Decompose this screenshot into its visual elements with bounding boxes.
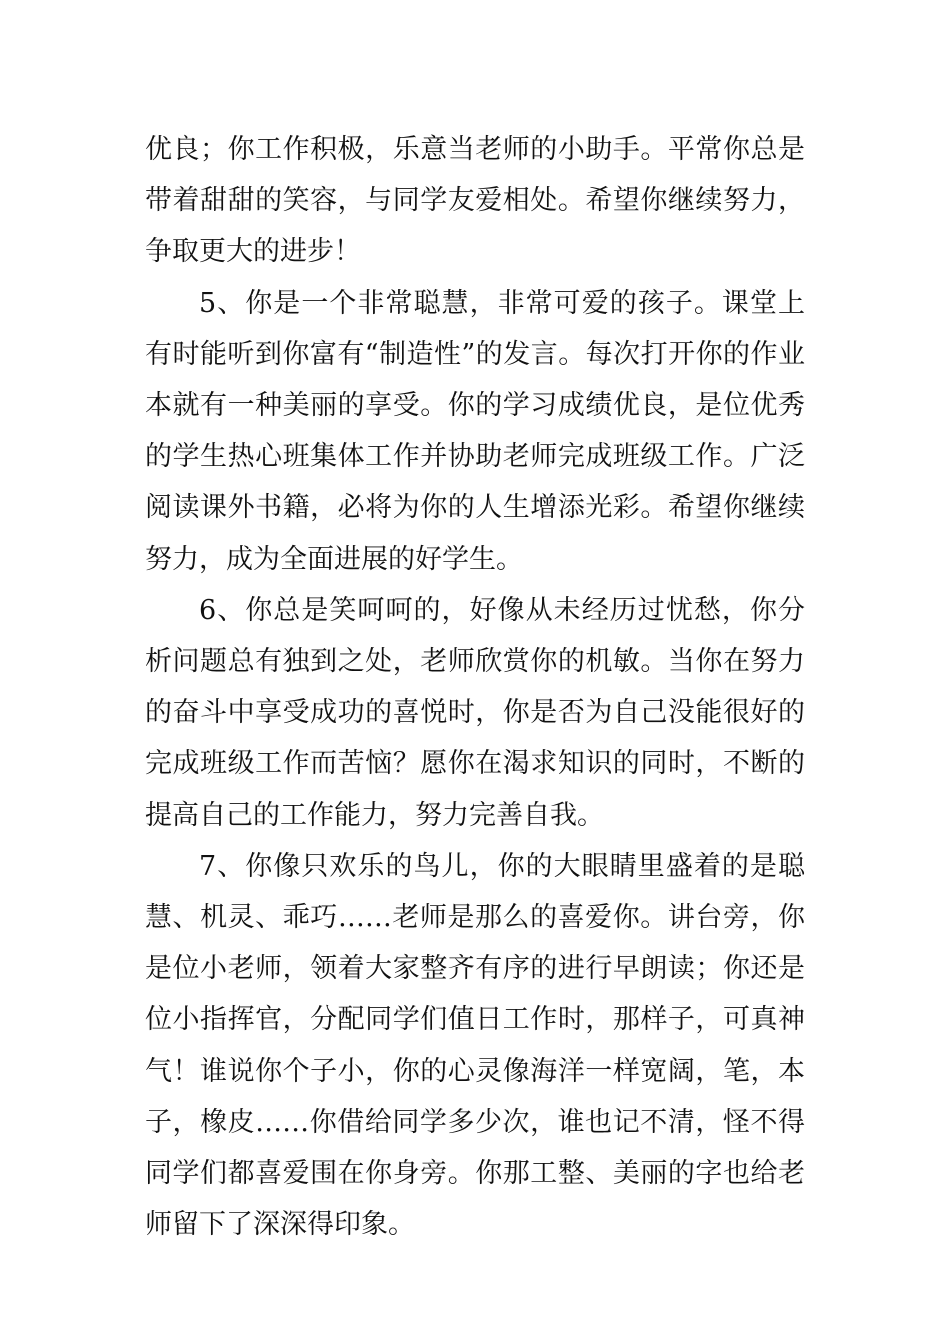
- paragraph-6: 6、你总是笑呵呵的，好像从未经历过忧愁，你分析问题总有独到之处，老师欣赏你的机敏。当你在努力的奋斗中享受成功的喜悦时，你是否为自己没能很好的完成班级工作而苦恼？愿你在渴求知识的同时，不断的提高自己的工作能力，努力完善自我。: [145, 594, 805, 831]
- paragraph-4-continuation: 优良；你工作积极，乐意当老师的小助手。平常你总是带着甜甜的笑容，与同学友爱相处。希望你继续努力，争取更大的进步！: [145, 134, 805, 268]
- paragraph-5: 5、你是一个非常聪慧，非常可爱的孩子。课堂上有时能听到你富有“制造性”的发言。每次打开你的作业本就有一种美丽的享受。你的学习成绩优良，是位优秀的学生热心班集体工作并协助老师完成班级工作。广泛阅读课外书籍，必将为你的人生增添光彩。希望你继续努力，成为全面进展的好学生。: [145, 287, 805, 575]
- paragraph-7: 7、你像只欢乐的鸟儿，你的大眼睛里盛着的是聪慧、机灵、乖巧……老师是那么的喜爱你。讲台旁，你是位小老师，领着大家整齐有序的进行早朗读；你还是位小指挥官，分配同学们值日工作时，那样子，可真神气！谁说你个子小，你的心灵像海洋一样宽阔，笔，本子，橡皮……你借给同学多少次，谁也记不清，怪不得同学们都喜爱围在你身旁。你那工整、美丽的字也给老师留下了深深得印象。: [145, 850, 805, 1241]
- document-body: [145, 124, 805, 1250]
